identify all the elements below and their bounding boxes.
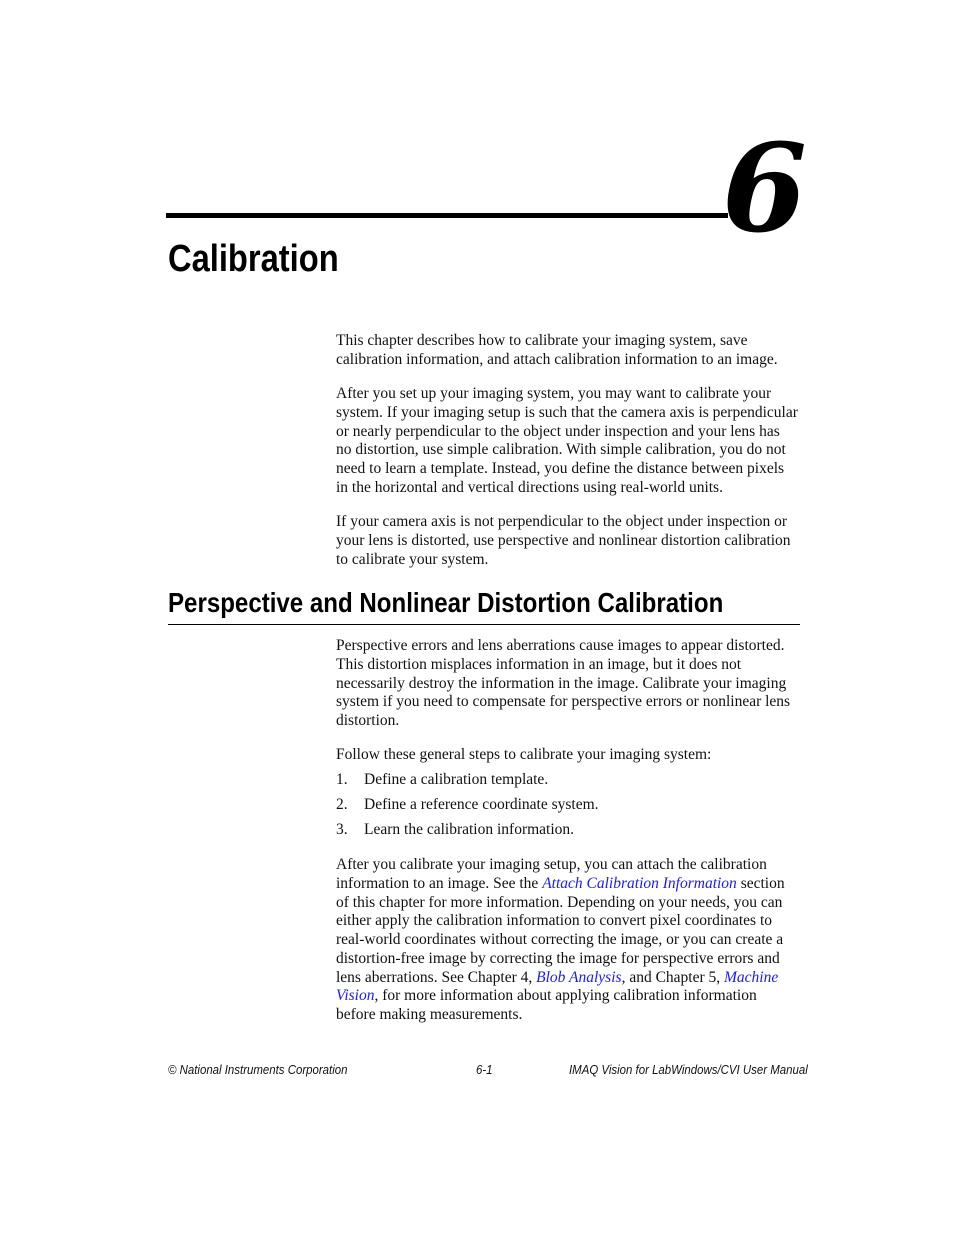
- step-text: Learn the calibration information.: [364, 821, 575, 838]
- step-text: Define a calibration template.: [364, 771, 549, 788]
- attach-calibration-information-link[interactable]: Attach Calibration Information: [542, 874, 737, 892]
- step-text: Define a reference coordinate system.: [364, 796, 599, 813]
- paragraph-text: After you calibrate your imaging setup, you can attach the calibration information to an image. See the: [336, 856, 767, 892]
- footer-manual-title: IMAQ Vision for LabWindows/CVI User Manual: [569, 1062, 808, 1077]
- list-item: [336, 796, 798, 821]
- step-number: 1.: [336, 771, 348, 788]
- section-heading: [168, 585, 800, 625]
- intro-paragraph-1: This chapter describes how to calibrate your imaging system, save calibration information, and attach calibration information to an image.: [336, 332, 778, 368]
- section-paragraph-1: Perspective errors and lens aberrations cause images to appear distorted. This distortion misplaces information in an image, but it does not necessarily destroy the information in the image. Calibrate your imaging system if you need to compensate for perspective errors or nonlinear lens distortion.: [336, 637, 791, 729]
- step-number: 2.: [336, 796, 348, 813]
- paragraph-text: section of this chapter for more information. Depending on your needs, you can either apply the calibration information to convert pixel coordinates to real-world coordinates without correcting the image, or you can create a distortion-free image by correcting the image for perspective errors and lens aberrations. See Chapter 4,: [336, 874, 785, 986]
- intro-paragraph-2: After you set up your imaging system, you may want to calibrate your system. If your imaging setup is such that the camera axis is perpendicular or nearly perpendicular to the object under inspection and your lens has no distortion, use simple calibration. With simple calibration, you do not need to learn a template. Instead, you define the distance between pixels in the horizontal and vertical directions using real-world units.: [336, 385, 798, 496]
- chapter-number: 6: [722, 116, 807, 260]
- footer-page-number: 6-1: [476, 1062, 493, 1077]
- section-heading-text: Perspective and Nonlinear Distortion Calibration: [168, 587, 724, 618]
- steps-list: [336, 771, 798, 846]
- section-paragraph-3: [336, 856, 798, 1025]
- blob-analysis-link[interactable]: Blob Analysis: [536, 968, 622, 986]
- step-number: 3.: [336, 821, 348, 838]
- list-item: [336, 771, 798, 796]
- machine-vision-link[interactable]: Machine Vision: [336, 968, 779, 1005]
- paragraph-text: , for more information about applying calibration information before making measurements.: [336, 987, 757, 1023]
- intro-paragraph-3: If your camera axis is not perpendicular to the object under inspection or your lens is distorted, use perspective and nonlinear distortion calibration to calibrate your system.: [336, 513, 791, 568]
- list-item: [336, 821, 798, 846]
- chapter-title: Calibration: [168, 238, 339, 280]
- chapter-rule: [166, 213, 728, 218]
- paragraph-text: , and Chapter 5,: [621, 968, 725, 986]
- footer-copyright: © National Instruments Corporation: [168, 1062, 348, 1077]
- section-paragraph-2: Follow these general steps to calibrate your imaging system:: [336, 746, 712, 763]
